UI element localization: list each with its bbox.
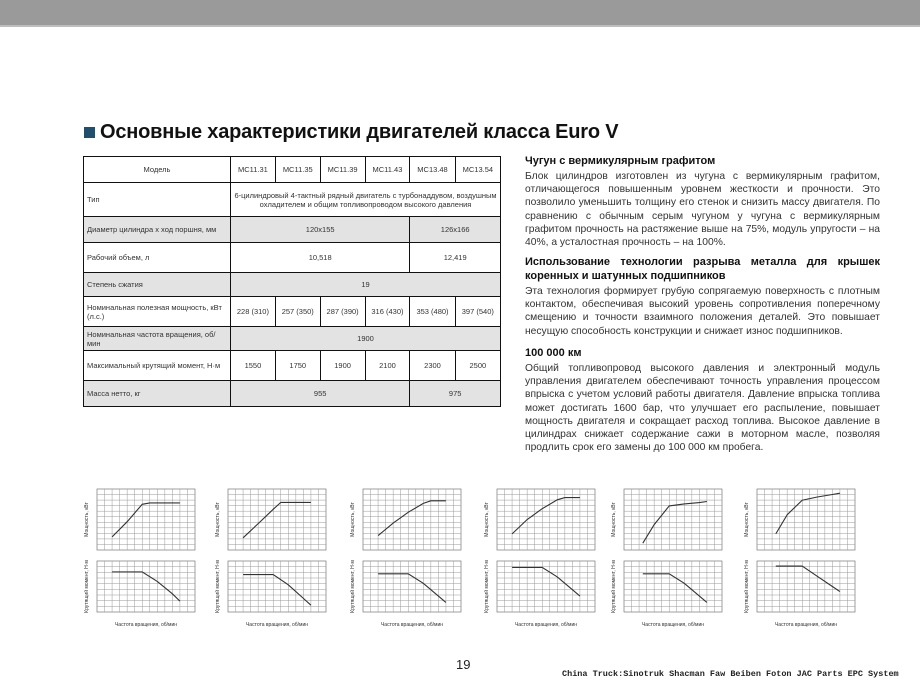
chart-panel-torque	[610, 560, 722, 613]
plot-frame	[97, 489, 195, 550]
header-model-cell: MC11.35	[275, 157, 320, 183]
section-body: Общий топливопровод высокого давления и электронный модуль управления двигателем обеспечивают точность управления процессом впрыска с учетом условий работы двигателя. Давление впрыска топлива может достигать 1600 бар, что улучшает его распыление, повышает мощность двигателя и сокращает расход топлива. Высокое давление в цилиндрах снижает содержание сажи в моторном масле, позволяя продлить срок его замены до 100 000 км пробега.	[525, 363, 880, 454]
chart-svg	[480, 486, 610, 631]
section-heading: 100 000 км	[525, 347, 582, 359]
top-bar	[0, 0, 920, 27]
footer-caption: China Truck:Sinotruk Shacman Faw Beiben Foton JAC Parts EPC System	[562, 669, 899, 679]
plot-frame	[363, 489, 461, 550]
chart-panel-power	[484, 489, 595, 550]
row-value: 1900	[320, 351, 365, 381]
row-label: Рабочий объем, л	[84, 243, 231, 273]
row-label: Номинальная частота вращения, об/мин	[84, 327, 231, 351]
row-label: Диаметр цилиндра х ход поршня, мм	[84, 217, 231, 243]
table-row	[84, 351, 501, 381]
y-axis-label: Крутящий момент, Н·м	[611, 560, 617, 613]
feature-section	[525, 346, 880, 454]
header-model-cell: MC13.48	[410, 157, 455, 183]
row-value: 1750	[275, 351, 320, 381]
engine-chart	[211, 486, 341, 631]
y-axis-label: Мощность, кВт	[350, 502, 356, 537]
header-model-cell: MC11.39	[320, 157, 365, 183]
table-row	[84, 273, 501, 297]
chart-svg	[346, 486, 476, 631]
section-heading: Чугун с вермикулярным графитом	[525, 155, 716, 167]
chart-svg	[80, 486, 210, 631]
header-model-label: Модель	[84, 157, 231, 183]
row-value: 12,419	[410, 243, 501, 273]
y-axis-label: Крутящий момент, Н·м	[350, 560, 356, 613]
row-value: 19	[231, 273, 501, 297]
header-model-cell: MC13.54	[455, 157, 500, 183]
plot-frame	[363, 561, 461, 612]
table-row	[84, 183, 501, 217]
row-value: 1550	[231, 351, 276, 381]
chart-panel-power	[350, 489, 461, 550]
row-label: Тип	[84, 183, 231, 217]
title-bullet-square	[84, 127, 95, 138]
table-header-row	[84, 157, 501, 183]
row-value: 316 (430)	[365, 297, 410, 327]
page-number: 19	[456, 657, 471, 672]
section-heading: Использование технологии разрыва металла для крышек коренных и шатунных подшипников	[525, 256, 880, 282]
row-value: 2500	[455, 351, 500, 381]
feature-section	[525, 255, 880, 338]
chart-svg	[211, 486, 341, 631]
row-value: 228 (310)	[231, 297, 276, 327]
chart-panel-torque	[214, 560, 326, 613]
row-value: 287 (390)	[320, 297, 365, 327]
plot-frame	[624, 489, 722, 550]
x-axis-label: Частота вращения, об/мин	[641, 622, 705, 628]
engine-chart	[346, 486, 476, 631]
y-axis-label: Мощность, кВт	[611, 502, 617, 537]
chart-panel-torque	[483, 560, 595, 613]
row-value: 6-цилиндровый 4-тактный рядный двигатель с турбонаддувом, воздушным охладителем и общим топливопроводом высокого давления	[231, 183, 501, 217]
plot-frame	[624, 561, 722, 612]
table-row	[84, 243, 501, 273]
y-axis-label: Мощность, кВт	[84, 502, 90, 537]
y-axis-label: Крутящий момент, Н·м	[484, 560, 490, 613]
chart-panel-torque	[349, 560, 461, 613]
row-value: 353 (480)	[410, 297, 455, 327]
y-axis-label: Крутящий момент, Н·м	[215, 560, 221, 613]
page-title-text: Основные характеристики двигателей класса Euro V	[100, 121, 619, 143]
plot-frame	[497, 561, 595, 612]
row-value: 2100	[365, 351, 410, 381]
chart-svg	[740, 486, 870, 631]
row-value: 126x166	[410, 217, 501, 243]
row-value: 955	[231, 381, 410, 407]
table-row	[84, 327, 501, 351]
engine-chart	[607, 486, 737, 631]
plot-frame	[97, 561, 195, 612]
chart-svg	[607, 486, 737, 631]
chart-panel-power	[84, 489, 195, 550]
x-axis-label: Частота вращения, об/мин	[514, 622, 578, 628]
engine-chart	[740, 486, 870, 631]
row-label: Максимальный крутящий момент, Н·м	[84, 351, 231, 381]
row-label: Номинальная полезная мощность, кВт (л.с.)	[84, 297, 231, 327]
row-value: 120x155	[231, 217, 410, 243]
table-row	[84, 297, 501, 327]
page-title	[84, 121, 618, 144]
section-body: Блок цилиндров изготовлен из чугуна с вермикулярным графитом, отличающегося повышенным уровнем жесткости и прочности. Это позволило уменьшить толщину его стенок и снизить массу двигателя. По сравнению с обычным серым чугуном у чугуна с вермикулярным графитом прочность на растяжение выше на 75%, модуль упругости – на 40%, а усталостная прочность – на 100%.	[525, 171, 880, 249]
y-axis-label: Мощность, кВт	[744, 502, 750, 537]
plot-frame	[757, 489, 855, 550]
chart-panel-power	[611, 489, 722, 550]
table-row	[84, 381, 501, 407]
x-axis-label: Частота вращения, об/мин	[245, 622, 309, 628]
feature-section	[525, 154, 880, 249]
engine-spec-table	[83, 156, 501, 407]
row-label: Степень сжатия	[84, 273, 231, 297]
chart-panel-torque	[83, 560, 195, 613]
table-row	[84, 217, 501, 243]
row-value: 1900	[231, 327, 501, 351]
chart-panel-power	[744, 489, 855, 550]
y-axis-label: Мощность, кВт	[484, 502, 490, 537]
chart-panel-power	[215, 489, 326, 550]
engine-chart	[480, 486, 610, 631]
header-model-cell: MC11.43	[365, 157, 410, 183]
x-axis-label: Частота вращения, об/мин	[114, 622, 178, 628]
x-axis-label: Частота вращения, об/мин	[774, 622, 838, 628]
row-value: 397 (540)	[455, 297, 500, 327]
plot-frame	[228, 561, 326, 612]
section-body: Эта технология формирует грубую сопрягаемую поверхность с плотным контактом, обеспечивая высокий уровень сопротивления поперечному смещению и точности взаимного положения деталей. Это повышает несущую способность конструкции и снижает износ подшипников.	[525, 286, 880, 337]
y-axis-label: Крутящий момент, Н·м	[744, 560, 750, 613]
header-model-cell: MC11.31	[231, 157, 276, 183]
x-axis-label: Частота вращения, об/мин	[380, 622, 444, 628]
y-axis-label: Мощность, кВт	[215, 502, 221, 537]
row-value: 2300	[410, 351, 455, 381]
row-value: 975	[410, 381, 501, 407]
y-axis-label: Крутящий момент, Н·м	[84, 560, 90, 613]
row-value: 10,518	[231, 243, 410, 273]
plot-frame	[497, 489, 595, 550]
engine-chart	[80, 486, 210, 631]
performance-charts	[80, 486, 880, 631]
plot-frame	[228, 489, 326, 550]
row-label: Масса нетто, кг	[84, 381, 231, 407]
chart-panel-torque	[743, 560, 855, 613]
row-value: 257 (350)	[275, 297, 320, 327]
